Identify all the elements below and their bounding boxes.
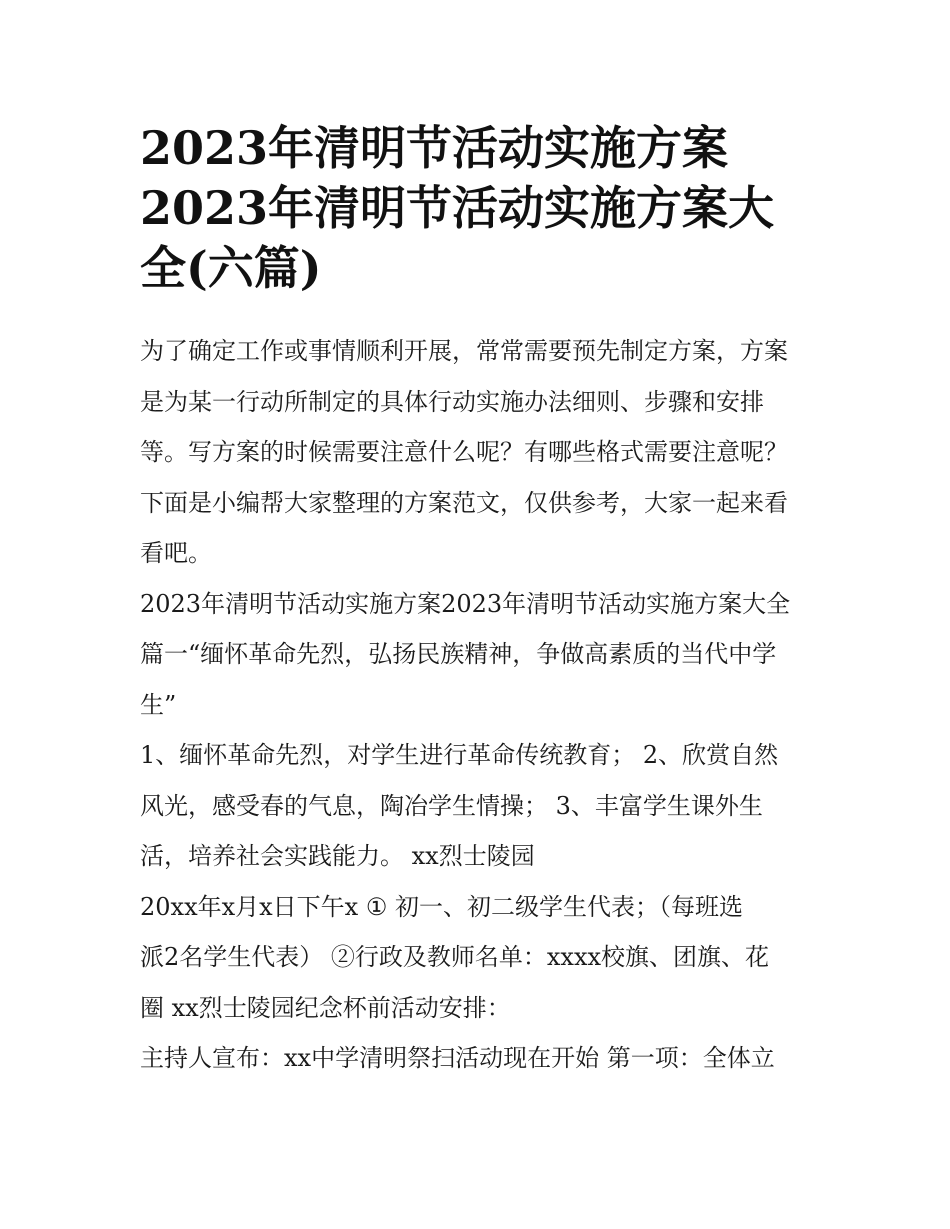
section-heading-paragraph [140,579,812,731]
text-line: 生” [140,690,177,719]
text-line: 派2名学生代表） ②行政及教师名单：xxxx校旗、团旗、花 [140,943,770,971]
document-content [140,118,812,1084]
text-line: 主持人宣布：xx中学清明祭扫活动现在开始 第一项：全体立 [140,1044,775,1072]
text-line: 篇一“缅怀革命先烈，弘扬民族精神，争做高素质的当代中学 [140,640,777,668]
goals-paragraph [140,730,812,882]
text-line: 活，培养社会实践能力。 xx烈士陵园 [140,842,535,870]
text-line: 风光，感受春的气息，陶冶学生情操； 3、丰富学生课外生 [140,791,763,820]
text-line: 20xx年x月x日下午x ① 初一、初二级学生代表；（每班选 [140,892,743,921]
title-line: 2023年清明节活动实施方案大 [140,181,775,235]
details-paragraph [140,882,812,1034]
intro-paragraph [140,326,812,579]
text-line: 圈 xx烈士陵园纪念杯前活动安排： [140,993,511,1022]
text-line: 2023年清明节活动实施方案2023年清明节活动实施方案大全 [140,589,791,618]
text-line: 看吧。 [140,539,212,567]
text-line: 是为某一行动所制定的具体行动实施办法细则、步骤和安排 [140,387,764,416]
host-paragraph [140,1033,812,1084]
title-line: 全(六篇) [140,241,322,295]
text-line: 等。写方案的时候需要注意什么呢？有哪些格式需要注意呢？ [140,438,788,466]
text-line: 为了确定工作或事情顺利开展，常常需要预先制定方案，方案 [140,337,788,365]
title-line: 2023年清明节活动实施方案 [140,121,729,175]
text-line: 下面是小编帮大家整理的方案范文，仅供参考，大家一起来看 [140,488,788,517]
document-title [140,118,812,298]
text-line: 1、缅怀革命先烈，对学生进行革命传统教育； 2、欣赏自然 [140,741,779,769]
